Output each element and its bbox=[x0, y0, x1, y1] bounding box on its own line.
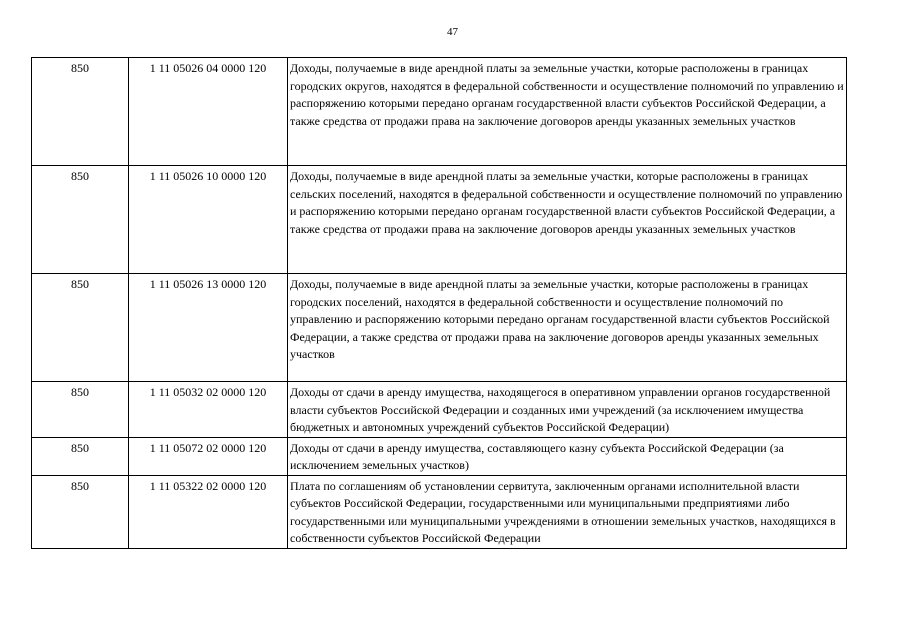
kbk-code-cell: 1 11 05322 02 0000 120 bbox=[129, 475, 288, 548]
table-row bbox=[32, 437, 847, 475]
kbk-code-cell: 1 11 05072 02 0000 120 bbox=[129, 437, 288, 475]
admin-code-cell: 850 bbox=[32, 475, 129, 548]
description-cell: Доходы от сдачи в аренду имущества, находящегося в оперативном управлении органов государственной власти субъектов Российской Федерации и созданных ими учреждений (за исключением имущества бюджетных и автономных учреждений субъектов Российской Федерации) bbox=[288, 382, 847, 438]
description-cell: Доходы от сдачи в аренду имущества, составляющего казну субъекта Российской Федерации (за исключением земельных участков) bbox=[288, 437, 847, 475]
table-row bbox=[32, 166, 847, 274]
page-number: 47 bbox=[447, 26, 458, 38]
admin-code-cell: 850 bbox=[32, 382, 129, 438]
table-row bbox=[32, 58, 847, 166]
description-cell: Доходы, получаемые в виде арендной платы за земельные участки, которые расположены в границах городских поселений, находятся в федеральной собственности и осуществление полномочий по управлению и распоряжению которыми передано органам государственной власти субъектов Российской Федерации, а также средства от продажи права на заключение договоров аренды указанных земельных участков bbox=[288, 274, 847, 382]
description-cell: Доходы, получаемые в виде арендной платы за земельные участки, которые расположены в границах городских округов, находятся в федеральной собственности и осуществление полномочий по управлению и распоряжению которыми передано органам государственной власти субъектов Российской Федерации, а также средства от продажи права на заключение договоров аренды указанных земельных участков bbox=[288, 58, 847, 166]
kbk-code-cell: 1 11 05032 02 0000 120 bbox=[129, 382, 288, 438]
table-row bbox=[32, 382, 847, 438]
table-row bbox=[32, 274, 847, 382]
table-row bbox=[32, 475, 847, 548]
admin-code-cell: 850 bbox=[32, 437, 129, 475]
revenue-codes-table bbox=[31, 57, 847, 549]
description-cell: Доходы, получаемые в виде арендной платы за земельные участки, которые расположены в границах сельских поселений, находятся в федеральной собственности и осуществление полномочий по управлению и распоряжению которыми передано органам государственной власти субъектов Российской Федерации, а также средства от продажи права на заключение договоров аренды указанных земельных участков bbox=[288, 166, 847, 274]
kbk-code-cell: 1 11 05026 13 0000 120 bbox=[129, 274, 288, 382]
admin-code-cell: 850 bbox=[32, 274, 129, 382]
kbk-code-cell: 1 11 05026 10 0000 120 bbox=[129, 166, 288, 274]
description-cell: Плата по соглашениям об установлении сервитута, заключенным органами исполнительной власти субъектов Российской Федерации, государственными или муниципальными предприятиями либо государственными или муниципальными учреждениями в отношении земельных участков, находящихся в собственности субъектов Российской Федерации bbox=[288, 475, 847, 548]
admin-code-cell: 850 bbox=[32, 166, 129, 274]
admin-code-cell: 850 bbox=[32, 58, 129, 166]
kbk-code-cell: 1 11 05026 04 0000 120 bbox=[129, 58, 288, 166]
